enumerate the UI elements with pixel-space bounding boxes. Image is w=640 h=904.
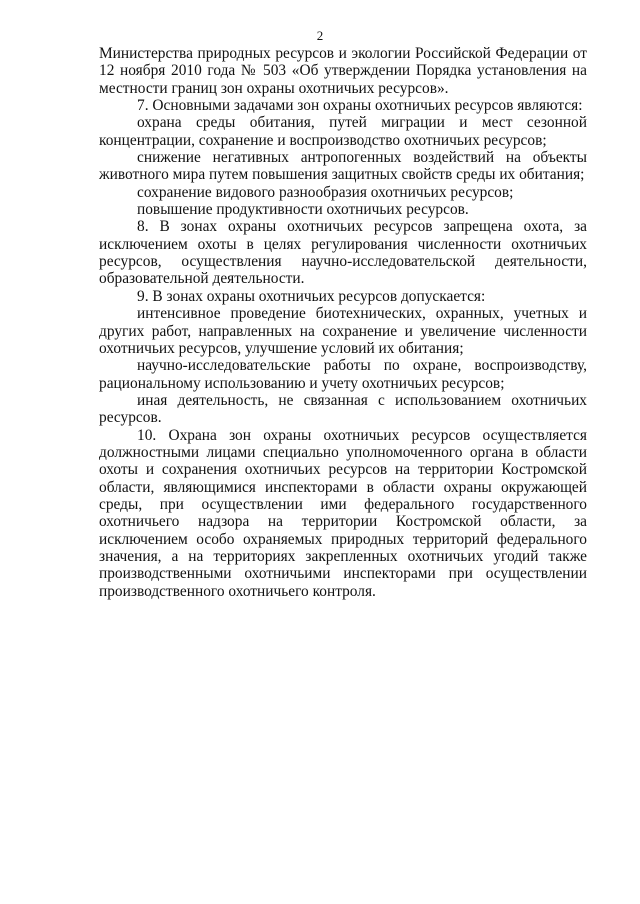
paragraph-task-1: охрана среды обитания, путей миграции и мест сезонной концентрации, сохранение и воспроизводство охотничьих ресурсов; bbox=[99, 114, 587, 149]
paragraph-continuation: Министерства природных ресурсов и экологии Российской Федерации от 12 ноября 2010 года № 503 «Об утверждении Порядка установления на местности границ зон охраны охотничьих ресурсов». bbox=[99, 45, 587, 97]
document-body bbox=[99, 45, 587, 600]
paragraph-item-10: 10. Охрана зон охраны охотничьих ресурсов осуществляется должностными лицами специально уполномоченного органа в области охоты и сохранения охотничьих ресурсов на территории Костромской области, являющимися инспекторами в области охраны окружающей среды, при осуществлении ими федерального государственного охотничьего надзора на территории Костромской области, за исключением особо охраняемых природных территорий федерального значения, а на территориях закрепленных охотничьих угодий также производственными охотничьими инспекторами при осуществлении производственного охотничьего контроля. bbox=[99, 426, 587, 600]
paragraph-allowed-2: научно-исследовательские работы по охране, воспроизводству, рациональному использованию и учету охотничьих ресурсов; bbox=[99, 357, 587, 392]
page-number: 2 bbox=[316, 28, 324, 43]
paragraph-item-7: 7. Основными задачами зон охраны охотничьих ресурсов являются: bbox=[137, 97, 583, 115]
paragraph-allowed-3: иная деятельность, не связанная с использованием охотничьих ресурсов. bbox=[99, 391, 587, 427]
paragraph-item-9: 9. В зонах охраны охотничьих ресурсов допускается: bbox=[137, 287, 486, 305]
paragraph-task-4: повышение продуктивности охотничьих ресурсов. bbox=[137, 201, 469, 219]
paragraph-allowed-1: интенсивное проведение биотехнических, охранных, учетных и других работ, направленных на сохранение и увеличение численности охотничьих ресурсов, улучшение условий их обитания; bbox=[99, 305, 587, 357]
paragraph-task-2: снижение негативных антропогенных воздействий на объекты животного мира путем повышения защитных свойств среды их обитания; bbox=[99, 149, 587, 184]
paragraph-task-3: сохранение видового разнообразия охотничьих ресурсов; bbox=[137, 183, 514, 201]
paragraph-item-8: 8. В зонах охраны охотничьих ресурсов запрещена охота, за исключением охоты в целях регулирования численности охотничьих ресурсов, осуществления научно-исследовательской деятельности, образовательной деятельности. bbox=[99, 218, 587, 288]
